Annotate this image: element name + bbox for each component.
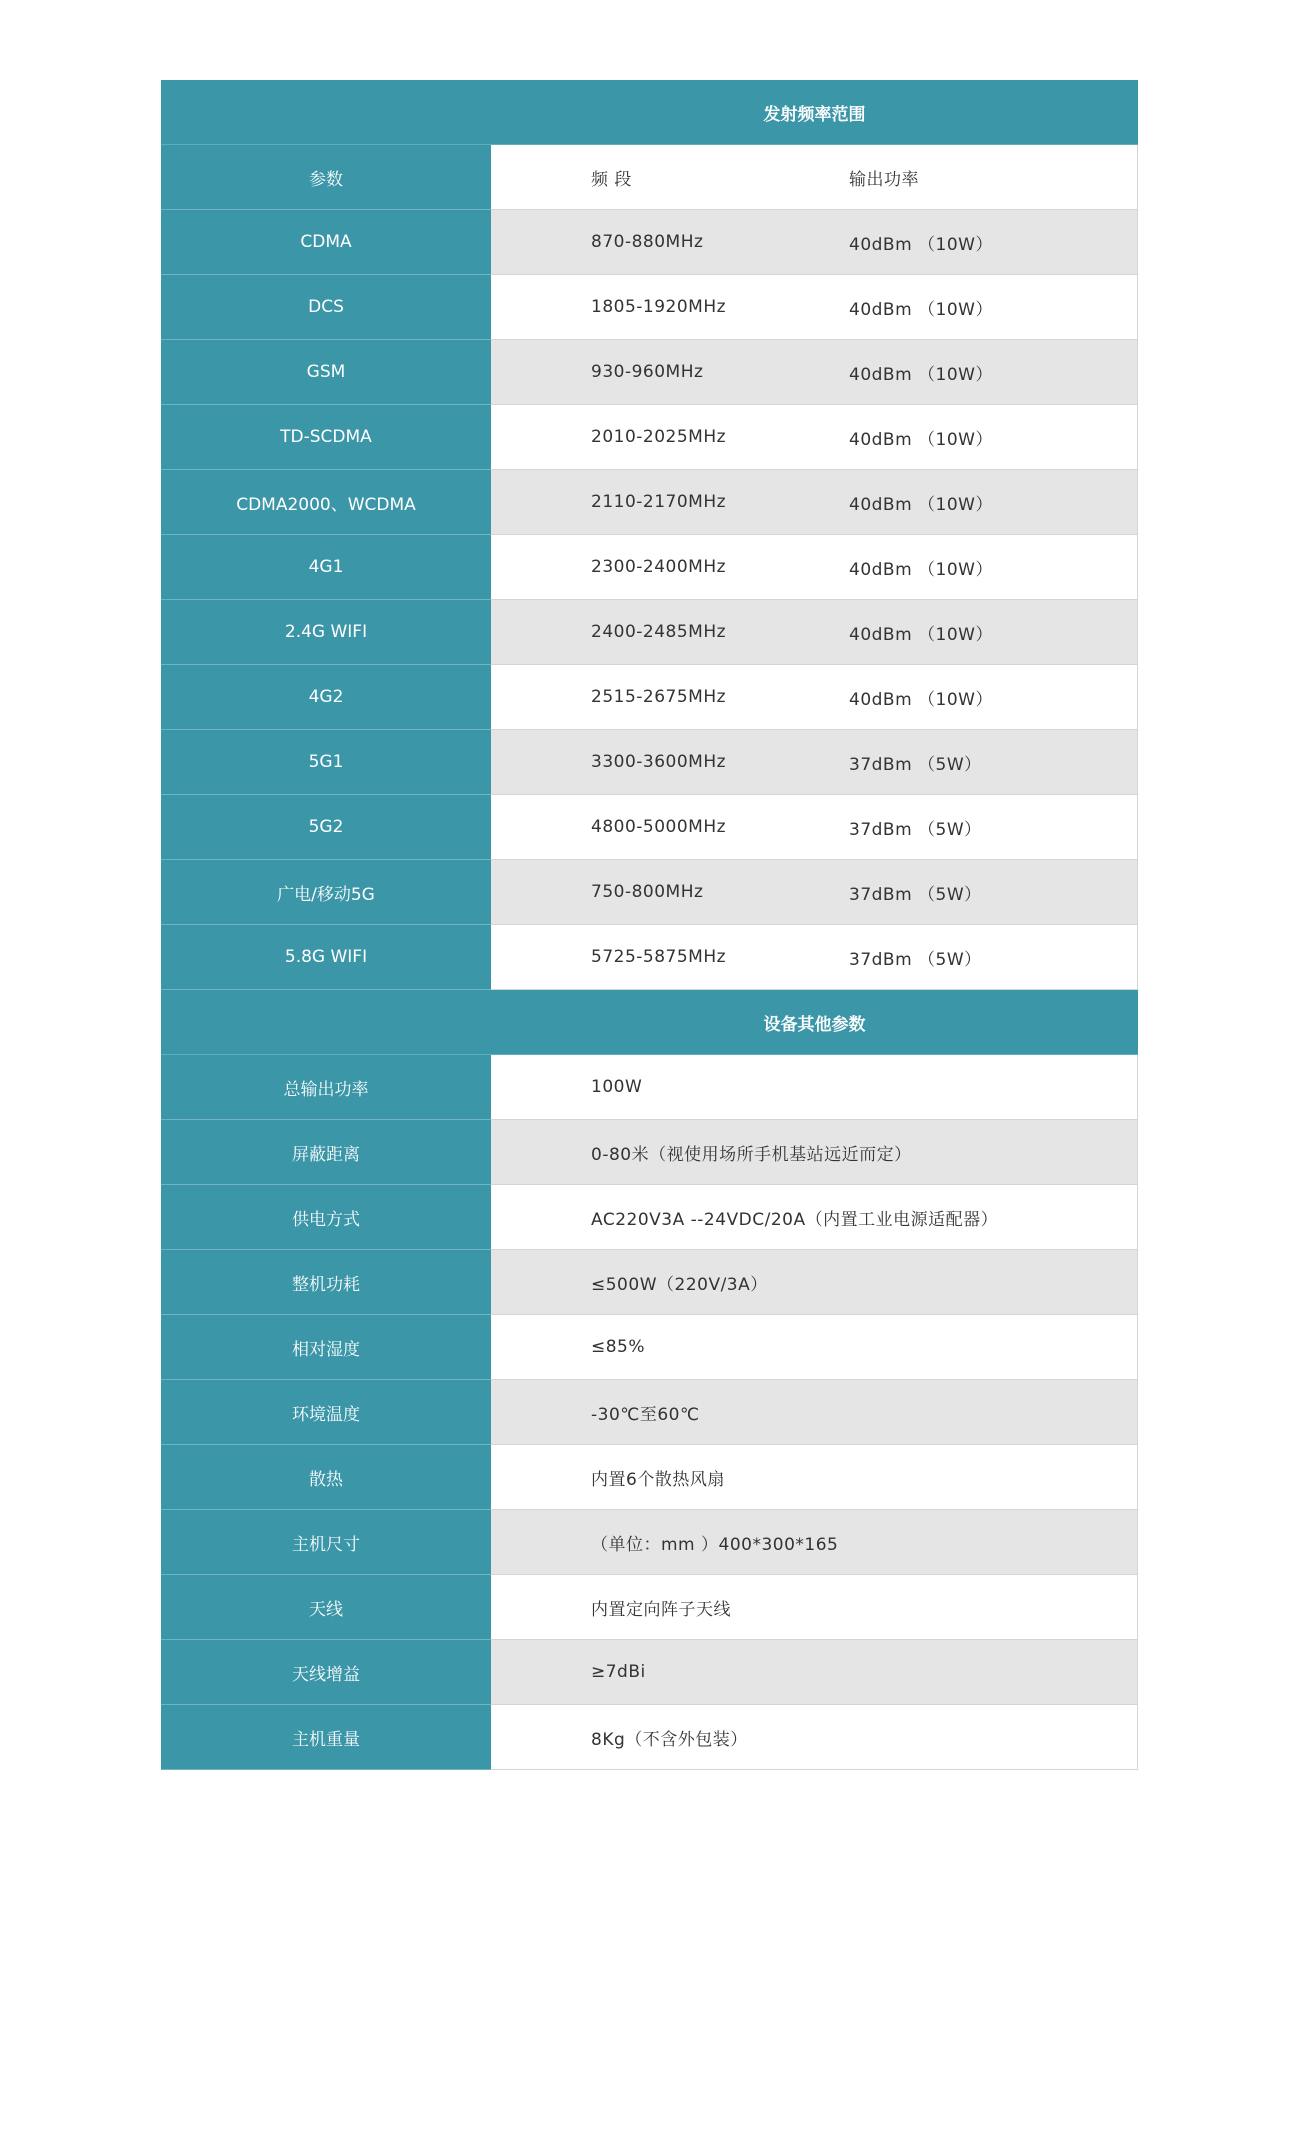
table-row: [161, 795, 1138, 860]
table-row: [161, 1120, 1138, 1185]
row-label: CDMA2000、WCDMA: [161, 470, 491, 535]
row-value: 0-80米（视使用场所手机基站远近而定）: [591, 1144, 912, 1165]
band-value: 4800-5000MHz: [591, 817, 727, 837]
table-row: [161, 1510, 1138, 1575]
table-row: [161, 405, 1138, 470]
spec-table: [161, 80, 1138, 1770]
row-value: ≥7dBi: [591, 1662, 646, 1682]
table-row: [161, 665, 1138, 730]
row-label: GSM: [161, 340, 491, 405]
row-label: 整机功耗: [161, 1250, 491, 1315]
row-label: 5.8G WIFI: [161, 925, 491, 990]
row-value: -30℃至60℃: [591, 1404, 700, 1425]
table-row: [161, 1640, 1138, 1705]
other-section-title: 设备其他参数: [161, 990, 1138, 1055]
band-value: 2300-2400MHz: [591, 557, 727, 577]
table-row: [161, 535, 1138, 600]
table-row: [161, 275, 1138, 340]
band-value: 2515-2675MHz: [591, 687, 727, 707]
table-row: [161, 1575, 1138, 1640]
emission-header-row: [161, 145, 1138, 210]
band-value: 2010-2025MHz: [591, 427, 727, 447]
power-value: 40dBm （10W）: [849, 624, 993, 645]
row-label: 主机尺寸: [161, 1510, 491, 1575]
power-value: 40dBm （10W）: [849, 689, 993, 710]
row-label: 5G1: [161, 730, 491, 795]
row-value: 100W: [591, 1077, 643, 1097]
row-label: 天线增益: [161, 1640, 491, 1705]
table-row: [161, 1445, 1138, 1510]
table-row: [161, 340, 1138, 405]
power-value: 37dBm （5W）: [849, 949, 982, 970]
emission-section-title: 发射频率范围: [161, 80, 1138, 145]
table-row: [161, 1705, 1138, 1770]
row-label: 4G2: [161, 665, 491, 730]
row-value: 8Kg（不含外包装）: [591, 1729, 748, 1750]
power-value: 37dBm （5W）: [849, 884, 982, 905]
row-label: TD-SCDMA: [161, 405, 491, 470]
table-row: [161, 860, 1138, 925]
row-label: DCS: [161, 275, 491, 340]
power-value: 40dBm （10W）: [849, 494, 993, 515]
row-label: 5G2: [161, 795, 491, 860]
row-value: ≤500W（220V/3A）: [591, 1274, 768, 1295]
row-label: 总输出功率: [161, 1055, 491, 1120]
row-value: 内置定向阵子天线: [591, 1599, 731, 1620]
row-value: （单位：mm ）400*300*165: [591, 1534, 839, 1555]
table-row: [161, 1185, 1138, 1250]
power-value: 37dBm （5W）: [849, 754, 982, 775]
table-row: [161, 1055, 1138, 1120]
table-row: [161, 730, 1138, 795]
row-label: 4G1: [161, 535, 491, 600]
row-value: ≤85%: [591, 1337, 646, 1357]
row-value: 内置6个散热风扇: [591, 1469, 725, 1490]
power-value: 37dBm （5W）: [849, 819, 982, 840]
power-value: 40dBm （10W）: [849, 234, 993, 255]
row-value: AC220V3A --24VDC/20A（内置工业电源适配器）: [591, 1209, 999, 1230]
row-label: 天线: [161, 1575, 491, 1640]
band-value: 930-960MHz: [591, 362, 704, 382]
band-header: 频 段: [591, 169, 632, 190]
table-row: [161, 1250, 1138, 1315]
row-label: 广电/移动5G: [161, 860, 491, 925]
band-value: 870-880MHz: [591, 232, 704, 252]
table-row: [161, 1315, 1138, 1380]
table-row: [161, 470, 1138, 535]
row-label: 环境温度: [161, 1380, 491, 1445]
row-label: 供电方式: [161, 1185, 491, 1250]
power-value: 40dBm （10W）: [849, 364, 993, 385]
band-value: 3300-3600MHz: [591, 752, 727, 772]
row-label: CDMA: [161, 210, 491, 275]
band-value: 5725-5875MHz: [591, 947, 727, 967]
power-value: 40dBm （10W）: [849, 559, 993, 580]
band-value: 2110-2170MHz: [591, 492, 727, 512]
table-row: [161, 1380, 1138, 1445]
power-value: 40dBm （10W）: [849, 429, 993, 450]
row-label: 散热: [161, 1445, 491, 1510]
row-label: 相对湿度: [161, 1315, 491, 1380]
row-label: 主机重量: [161, 1705, 491, 1770]
band-value: 1805-1920MHz: [591, 297, 727, 317]
table-row: [161, 600, 1138, 665]
band-value: 2400-2485MHz: [591, 622, 727, 642]
table-row: [161, 925, 1138, 990]
power-header: 输出功率: [849, 169, 919, 190]
band-value: 750-800MHz: [591, 882, 704, 902]
row-label: 2.4G WIFI: [161, 600, 491, 665]
param-header-label: 参数: [161, 145, 491, 210]
power-value: 40dBm （10W）: [849, 299, 993, 320]
row-label: 屏蔽距离: [161, 1120, 491, 1185]
table-row: [161, 210, 1138, 275]
